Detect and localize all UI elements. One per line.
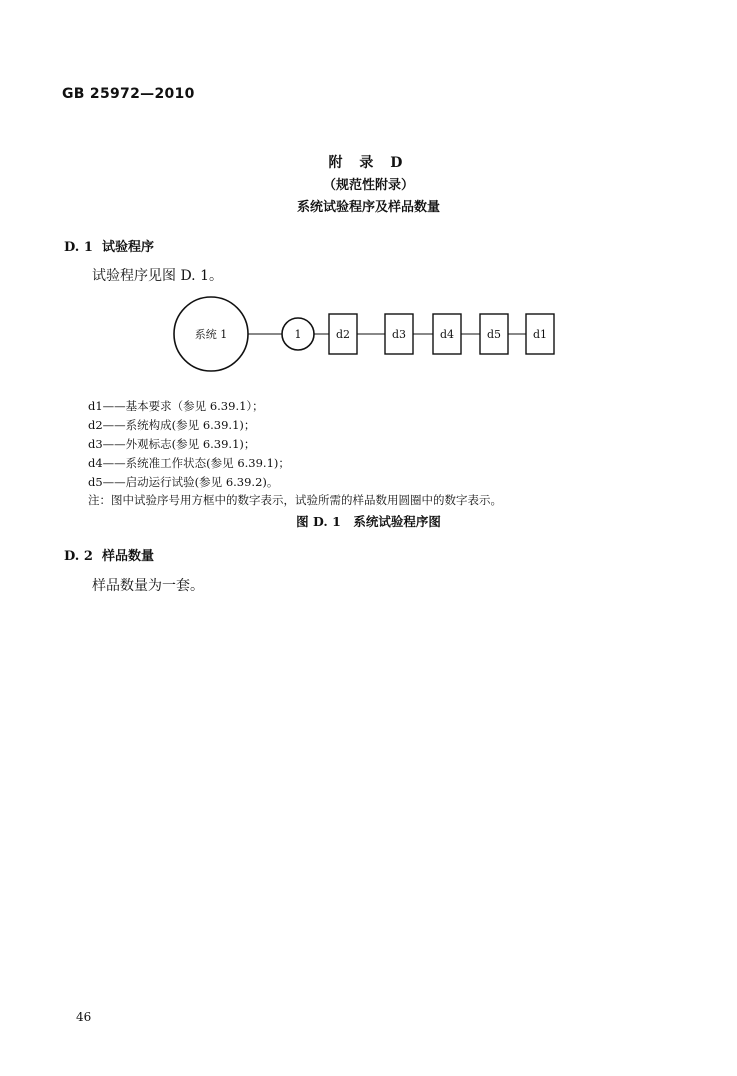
system-label: 系统 1: [194, 328, 228, 341]
test-box-label: d4: [439, 328, 455, 341]
test-procedure-diagram: [0, 290, 737, 380]
section-d1-number: D. 1: [64, 240, 93, 255]
section-d1-title: 试验程序: [102, 240, 155, 255]
section-d2-text: 样品数量为一套。: [92, 578, 204, 594]
appendix-name: 系统试验程序及样品数量: [296, 200, 440, 215]
test-box-label: d3: [391, 328, 407, 341]
test-box-label: d2: [335, 328, 351, 341]
section-d1-text: 试验程序见图 D. 1。: [92, 268, 223, 284]
legend-item: d5——启动运行试验(参见 6.39.2)。: [88, 475, 279, 489]
section-d2-title: 样品数量: [102, 549, 155, 564]
legend-item: d2——系统构成(参见 6.39.1)；: [88, 418, 256, 432]
appendix-subtitle: （规范性附录）: [322, 178, 414, 193]
section-d2-heading: [64, 545, 154, 564]
section-d2-number: D. 2: [64, 549, 93, 564]
legend-item: d1——基本要求（参见 6.39.1）；: [88, 399, 264, 413]
figure-caption: 图 D. 1 系统试验程序图: [296, 514, 441, 529]
legend-item: d4——系统准工作状态(参见 6.39.1)；: [88, 456, 290, 470]
legend-item: d3——外观标志(参见 6.39.1)；: [88, 437, 256, 451]
section-d1-heading: [64, 236, 154, 255]
sample-count-label: 1: [294, 328, 302, 341]
standard-code: GB 25972—2010: [62, 86, 195, 102]
appendix-title: 附 录 D: [328, 155, 409, 171]
diagram-legend: [88, 397, 290, 492]
test-box-label: d5: [486, 328, 502, 341]
test-box-label: d1: [532, 328, 548, 341]
page-number: 46: [76, 1010, 92, 1024]
diagram-note: 注：图中试验序号用方框中的数字表示，试验所需的样品数用圆圈中的数字表示。: [88, 493, 502, 507]
